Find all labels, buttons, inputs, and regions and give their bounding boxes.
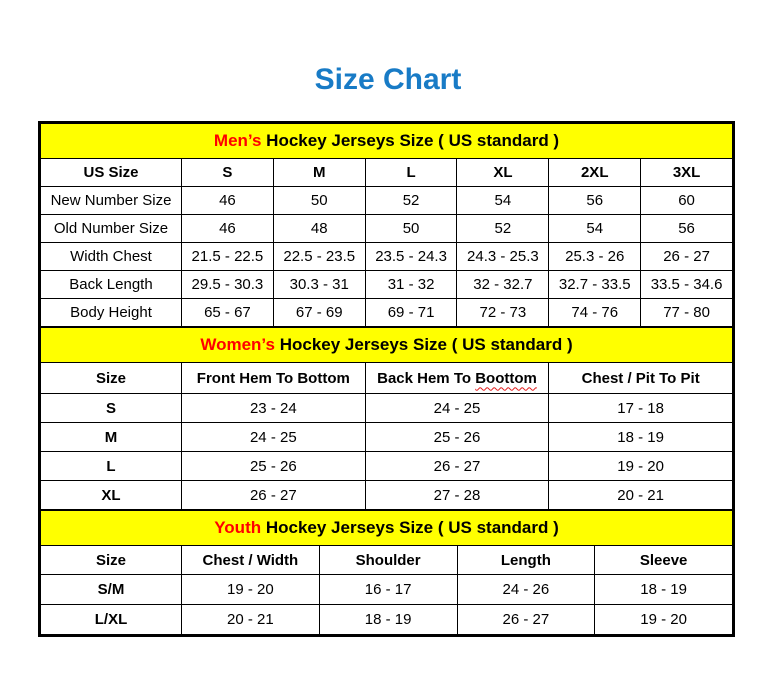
mens-table-cell: 29.5 - 30.3 — [182, 271, 274, 299]
youth-table-cell: 24 - 26 — [457, 575, 595, 605]
youth-section-category-label: Youth — [214, 518, 262, 537]
mens-table-cell: 67 - 69 — [273, 299, 365, 327]
womens-table-cell: 17 - 18 — [549, 394, 733, 423]
youth-column-header: Size — [41, 546, 182, 575]
youth-table-cell: 19 - 20 — [595, 605, 733, 635]
womens-table-row — [41, 423, 733, 452]
mens-table-cell: 25.3 - 26 — [549, 243, 641, 271]
womens-table-cell: 27 - 28 — [365, 481, 549, 510]
mens-table-cell: 54 — [457, 187, 549, 215]
womens-section-band — [41, 328, 733, 363]
womens-table-cell: 25 - 26 — [365, 423, 549, 452]
womens-section-category-label: Women’s — [200, 335, 275, 354]
youth-column-header: Length — [457, 546, 595, 575]
mens-section-band-row — [41, 124, 733, 159]
mens-row-label: Body Height — [41, 299, 182, 327]
mens-table-cell: 60 — [641, 187, 733, 215]
womens-table-row — [41, 481, 733, 510]
womens-table-cell: 18 - 19 — [549, 423, 733, 452]
mens-table-cell: 52 — [457, 215, 549, 243]
mens-size-table — [40, 123, 733, 327]
youth-header-row — [41, 546, 733, 575]
mens-table-cell: 72 - 73 — [457, 299, 549, 327]
mens-table-cell: 30.3 - 31 — [273, 271, 365, 299]
size-chart-tables-container — [38, 121, 735, 637]
womens-table-cell: 25 - 26 — [182, 452, 366, 481]
mens-table-cell: 46 — [182, 215, 274, 243]
womens-table-cell: 20 - 21 — [549, 481, 733, 510]
mens-table-cell: 56 — [641, 215, 733, 243]
womens-table-cell: 24 - 25 — [365, 394, 549, 423]
womens-table-cell: 26 - 27 — [365, 452, 549, 481]
mens-table-cell: 50 — [365, 215, 457, 243]
mens-table-cell: 26 - 27 — [641, 243, 733, 271]
mens-row-label: Width Chest — [41, 243, 182, 271]
mens-column-header: 2XL — [549, 159, 641, 187]
mens-table-row — [41, 271, 733, 299]
womens-table-cell: 24 - 25 — [182, 423, 366, 452]
mens-section-title-rest: Hockey Jerseys Size ( US standard ) — [261, 131, 560, 150]
mens-table-cell: 32.7 - 33.5 — [549, 271, 641, 299]
womens-column-header: Back Hem To Boottom — [365, 363, 549, 394]
youth-section-band — [41, 511, 733, 546]
mens-table-row — [41, 187, 733, 215]
womens-row-label: M — [41, 423, 182, 452]
womens-row-label: XL — [41, 481, 182, 510]
youth-table-row — [41, 605, 733, 635]
mens-column-header: 3XL — [641, 159, 733, 187]
mens-section-band — [41, 124, 733, 159]
womens-table-cell: 19 - 20 — [549, 452, 733, 481]
mens-table-cell: 24.3 - 25.3 — [457, 243, 549, 271]
youth-column-header: Sleeve — [595, 546, 733, 575]
youth-section-title-rest: Hockey Jerseys Size ( US standard ) — [261, 518, 559, 537]
mens-column-header: US Size — [41, 159, 182, 187]
mens-table-cell: 56 — [549, 187, 641, 215]
womens-header-row — [41, 363, 733, 394]
womens-size-table — [40, 327, 733, 510]
youth-table-cell: 18 - 19 — [595, 575, 733, 605]
mens-table-cell: 65 - 67 — [182, 299, 274, 327]
youth-column-header: Shoulder — [319, 546, 457, 575]
womens-table-row — [41, 394, 733, 423]
womens-section-band-row — [41, 328, 733, 363]
mens-table-cell: 21.5 - 22.5 — [182, 243, 274, 271]
mens-table-cell: 52 — [365, 187, 457, 215]
womens-table-cell: 26 - 27 — [182, 481, 366, 510]
mens-table-cell: 54 — [549, 215, 641, 243]
mens-table-row — [41, 243, 733, 271]
page-title: Size Chart — [314, 63, 462, 96]
mens-table-cell: 31 - 32 — [365, 271, 457, 299]
mens-table-cell: 46 — [182, 187, 274, 215]
youth-table-cell: 26 - 27 — [457, 605, 595, 635]
mens-table-cell: 32 - 32.7 — [457, 271, 549, 299]
spellcheck-squiggle-word: Boottom — [475, 369, 537, 387]
mens-table-cell: 22.5 - 23.5 — [273, 243, 365, 271]
mens-column-header: M — [273, 159, 365, 187]
mens-table-cell: 33.5 - 34.6 — [641, 271, 733, 299]
youth-table-cell: 19 - 20 — [182, 575, 320, 605]
womens-row-label: L — [41, 452, 182, 481]
mens-header-row — [41, 159, 733, 187]
youth-table-cell: 16 - 17 — [319, 575, 457, 605]
youth-table-row — [41, 575, 733, 605]
mens-table-row — [41, 215, 733, 243]
womens-column-header: Front Hem To Bottom — [182, 363, 366, 394]
womens-column-header: Chest / Pit To Pit — [549, 363, 733, 394]
youth-column-header: Chest / Width — [182, 546, 320, 575]
womens-row-label: S — [41, 394, 182, 423]
mens-table-row — [41, 299, 733, 327]
mens-column-header: L — [365, 159, 457, 187]
womens-section-title-rest: Hockey Jerseys Size ( US standard ) — [274, 335, 573, 354]
youth-size-table — [40, 510, 733, 635]
mens-table-cell: 77 - 80 — [641, 299, 733, 327]
womens-column-header: Size — [41, 363, 182, 394]
youth-section-band-row — [41, 511, 733, 546]
mens-table-cell: 48 — [273, 215, 365, 243]
mens-section-category-label: Men’s — [213, 131, 262, 150]
youth-row-label: L/XL — [41, 605, 182, 635]
mens-row-label: Old Number Size — [41, 215, 182, 243]
youth-table-cell: 20 - 21 — [182, 605, 320, 635]
mens-row-label: New Number Size — [41, 187, 182, 215]
mens-table-cell: 74 - 76 — [549, 299, 641, 327]
mens-column-header: XL — [457, 159, 549, 187]
mens-column-header: S — [182, 159, 274, 187]
mens-table-cell: 69 - 71 — [365, 299, 457, 327]
mens-table-cell: 23.5 - 24.3 — [365, 243, 457, 271]
womens-table-row — [41, 452, 733, 481]
mens-table-cell: 50 — [273, 187, 365, 215]
youth-table-cell: 18 - 19 — [319, 605, 457, 635]
youth-row-label: S/M — [41, 575, 182, 605]
mens-row-label: Back Length — [41, 271, 182, 299]
womens-table-cell: 23 - 24 — [182, 394, 366, 423]
